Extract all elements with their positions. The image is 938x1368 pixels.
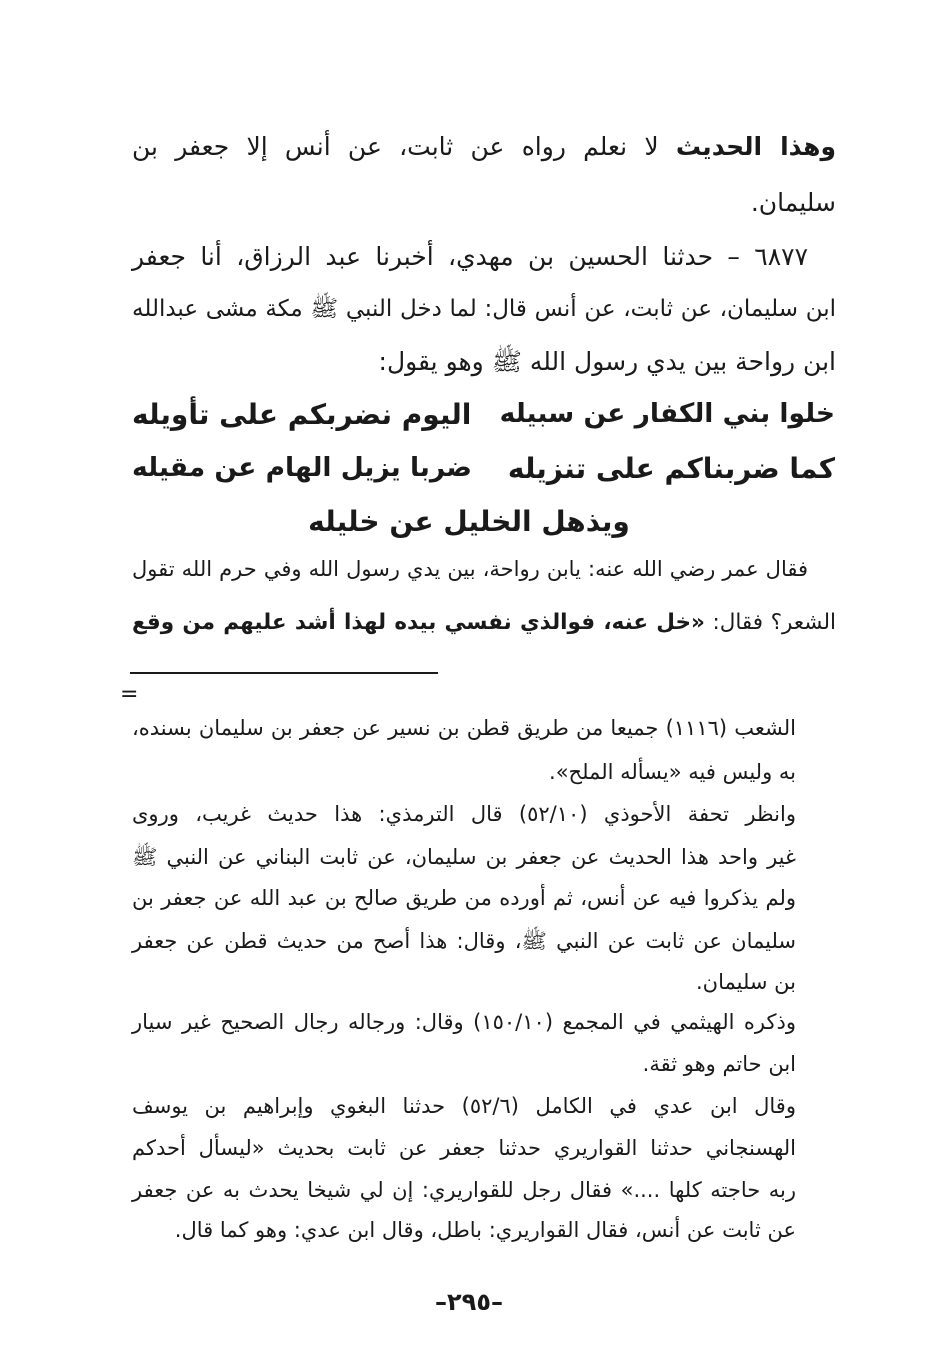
footnote-line: ولم يذكروا فيه عن أنس، ثم أورده من طريق صالح بن عبد الله عن جعفر بن xyxy=(132,886,796,910)
footnote-separator xyxy=(130,672,438,674)
footnote-line: سليمان عن ثابت عن النبي ﷺ، وقال: هذا أصح من حديث قطن عن جعفر xyxy=(132,929,796,953)
body-line xyxy=(132,132,836,161)
poem-verse-1-left: اليوم نضربكم على تأويله xyxy=(132,398,472,431)
footnote-line: غير واحد هذا الحديث عن جعفر بن سليمان، عن ثابت البناني عن النبي ﷺ xyxy=(132,845,796,869)
footnote-line: عن ثابت عن أنس، فقال القواريري: باطل، وقال ابن عدي: وهو كما قال. xyxy=(174,1218,796,1242)
footnote-line: الهسنجاني حدثنا القواريري حدثنا جعفر عن ثابت بحديث «ليسأل أحدكم xyxy=(132,1136,796,1160)
page-number: –٢٩٥– xyxy=(435,1288,503,1316)
highlighted-text: «خل عنه، فوالذي نفسي بيده لهذا أشد عليهم من وقع xyxy=(132,610,705,635)
footnote-line: وذكره الهيثمي في المجمع (١٥٠/١٠) وقال: ورجاله رجال الصحيح غير سيار xyxy=(132,1010,796,1034)
hadith-number-line: ٦٨٧٧ – حدثنا الحسين بن مهدي، أخبرنا عبد الرزاق، أنا جعفر xyxy=(132,242,808,271)
body-text: لا نعلم رواه عن ثابت، عن أنس إلا جعفر بن xyxy=(132,132,676,161)
body-text: الشعر؟ فقال: xyxy=(704,610,836,635)
footnote-line: به وليس فيه «يسأله الملح». xyxy=(549,760,796,784)
footnote-line: وانظر تحفة الأحوذي (٥٢/١٠) قال الترمذي: هذا حديث غريب، وروى xyxy=(132,802,796,826)
footnote-line: بن سليمان. xyxy=(695,970,796,994)
body-line: ابن سليمان، عن ثابت، عن أنس قال: لما دخل النبي ﷺ مكة مشى عبدالله xyxy=(132,296,836,322)
poem-verse-2-left: ضربا يزيل الهام عن مقيله xyxy=(132,452,472,483)
footnote-line: ابن حاتم وهو ثقة. xyxy=(642,1052,796,1076)
body-line: ابن رواحة بين يدي رسول الله ﷺ وهو يقول: xyxy=(378,347,836,376)
highlighted-text: وهذا الحديث xyxy=(675,132,836,161)
body-line xyxy=(132,610,836,635)
footnote-line: ربه حاجته كلها ....» فقال رجل للقواريري: إن لي شيخا يحدث به عن جعفر xyxy=(132,1178,796,1202)
body-line: فقال عمر رضي الله عنه: يابن رواحة، بين يدي رسول الله وفي حرم الله تقول xyxy=(132,557,808,581)
continuation-marker: = xyxy=(120,682,139,707)
poem-verse-1-right: خلوا بني الكفار عن سبيله xyxy=(499,398,835,429)
body-line: سليمان. xyxy=(750,188,836,217)
footnote-line: الشعب (١١١٦) جميعا من طريق قطن بن نسير عن جعفر بن سليمان بسنده، xyxy=(132,716,796,740)
poem-verse-3: ويذهل الخليل عن خليله xyxy=(308,505,630,538)
footnote-line: وقال ابن عدي في الكامل (٥٢/٦) حدثنا البغوي وإبراهيم بن يوسف xyxy=(132,1094,796,1118)
poem-verse-2-right: كما ضربناكم على تنزيله xyxy=(507,452,835,485)
